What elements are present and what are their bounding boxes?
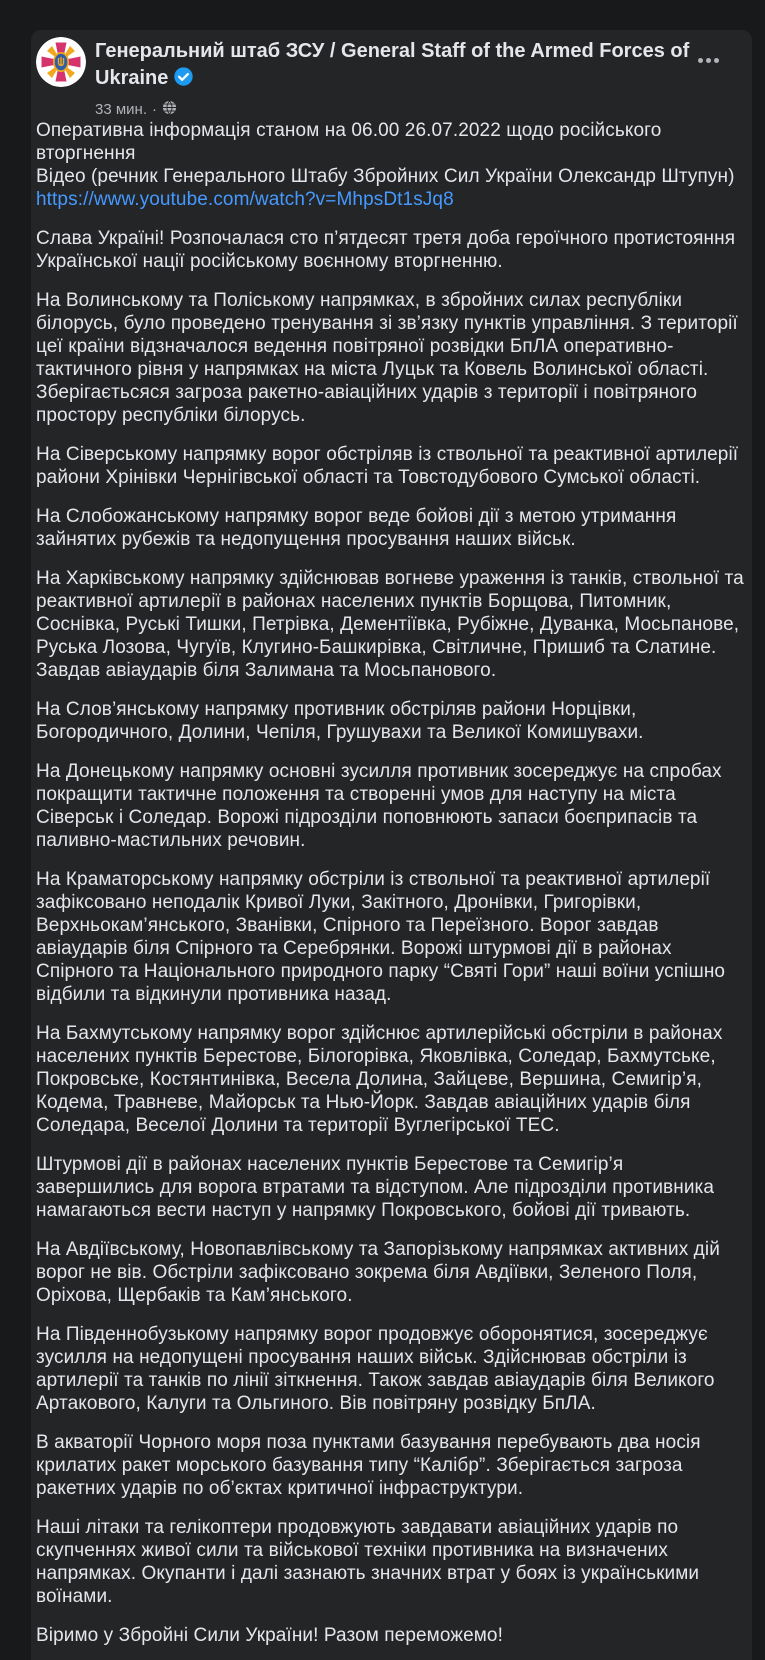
intro-line-2: Відео (речник Генерального Штабу Збройних Сил України Олександр Штупун) — [36, 166, 735, 187]
post-paragraph: Наші літаки та гелікоптери продовжують завдавати авіаційних ударів по скупченнях живої сили та військової техніки противника на визначених напрямках. Окупанти і далі зазнають значних втрат у боях із українськими воїнами. — [36, 1517, 700, 1607]
post-paragraph: На Волинському та Поліському напрямках, в збройних силах республіки білорусь, було проведено тренування зі зв’язку пунктів управління. З території цеї країни відзначалося ведення повітряної розвідки БпЛА оперативно-тактичного рівня у напрямках на міста Луцьк та Ковель Волинської області. Зберігаєтьсяся загроза ракетно-авіаційних ударів з території і повітряного простору республіки білорусь. — [36, 290, 738, 426]
post-intro-paragraph — [36, 119, 745, 211]
post-paragraph: Штурмові дії в районах населених пунктів Берестове та Семигір’я завершились для ворога втратами та відступом. Але підрозділи противника намагаються вести наступ у напрямку Покровського, бойові дії тривають. — [36, 1154, 715, 1221]
timestamp: 33 мин. — [95, 100, 147, 118]
youtube-link[interactable]: https://www.youtube.com/watch?v=MhpsDt1sJq8 — [36, 189, 454, 210]
post-paragraph: На Авдіївському, Новопавлівському та Запорізькому напрямках активних дій ворог не вів. Обстріли зафіксовано зокрема біля Авдіївки, Зеленого Поля, Оріхова, Щербаків та Кам’янського. — [36, 1239, 720, 1306]
avatar[interactable] — [36, 37, 86, 87]
globe-icon — [162, 100, 177, 119]
post-paragraph: На Слов’янському напрямку противник обстріляв райони Норцівки, Богородичного, Долини, Чепіля, Грушувахи та Великої Комишувахи. — [36, 699, 644, 743]
meta-separator: · — [152, 100, 157, 118]
post-paragraph: Слава Україні! Розпочалася сто п’ятдесят третя доба героїчного протистояння Української нації російському воєнному вторгненню. — [36, 228, 736, 272]
post-paragraph: На Південнобузькому напрямку ворог продовжує оборонятися, зосереджує зусилля на недопущені просування наших військ. Здійснював обстріли із артилерії та танків по лінії зіткнення. Також завдав авіаударів біля Великого Артакового, Калуги та Ольгиного. Вів повітряну розвідку БпЛА. — [36, 1324, 715, 1414]
post-paragraph: На Харківському напрямку здійснював вогневе ураження із танків, ствольної та реактивної артилерії в районах населених пунктів Борщова, Питомник, Соснівка, Руські Тишки, Петрівка, Дементіївка, Рубіжне, Дуванка, Мосьпанове, Руська Лозова, Чугуїв, Клугино-Башкирівка, Світличне, Пришиб та Слатине. Завдав авіаударів біля Залимана та Мосьпанового. — [36, 568, 744, 681]
intro-line-1: Оперативна інформація станом на 06.00 26.07.2022 щодо російського вторгнення — [36, 120, 662, 164]
ellipsis-icon — [698, 58, 703, 63]
post-paragraph: На Сіверському напрямку ворог обстріляв із ствольної та реактивної артилерії райони Хрінівки Чернігівської області та Товстодубового Сумської області. — [36, 444, 739, 488]
post-header — [31, 30, 752, 118]
post-paragraph: Віримо у Збройні Сили України! Разом переможемо! — [36, 1625, 503, 1646]
post-paragraph: На Донецькому напрямку основні зусилля противник зосереджує на спробах покращити тактичне положення та створенні умов для наступу на міста Сіверськ і Соледар. Ворожі підрозділи поповнюють запаси боєприпасів та паливно-мастильних речовин. — [36, 761, 722, 851]
post-paragraph: На Краматорському напрямку обстріли із ствольної та реактивної артилерії зафіксовано неподалік Кривої Луки, Закітного, Дронівки, Григорівки, Верхньокам’янського, Званівки, Спірного та Переїзного. Ворог завдав авіаударів біля Спірного та Серебрянки. Ворожі штурмові дії в районах Спірного та Національного природного парку “Святі Гори” наші воїни успішно відбили та відкинули противника назад. — [36, 869, 726, 1005]
post-meta[interactable] — [95, 100, 693, 119]
page-name-link[interactable] — [95, 38, 693, 95]
post-content — [31, 112, 752, 1647]
general-staff-emblem-icon — [36, 74, 86, 87]
header-info — [95, 37, 693, 119]
verified-badge-icon — [173, 66, 194, 95]
post-paragraph: На Бахмутському напрямку ворог здійснює артилерійські обстріли в районах населених пунктів Берестове, Білогорівка, Яковлівка, Соледар, Бахмутське, Покровське, Костянтинівка, Весела Долина, Зайцеве, Вершина, Семигір’я, Кодема, Травневе, Майорськ та Нью-Йорк. Завдав авіаційних ударів біля Соледара, Веселої Долини та території Вуглегірської ТЕС. — [36, 1023, 723, 1136]
post-paragraph: В акваторії Чорного моря поза пунктами базування перебувають два носія крилатих ракет морського базування типу “Калібр”. Зберігається загроза ракетних ударів по об’єктах критичної інфраструктури. — [36, 1432, 701, 1499]
page-name-text: Генеральний штаб ЗСУ / General Staff of the Armed Forces of Ukraine — [95, 40, 690, 89]
post-card — [31, 30, 752, 1660]
post-menu-button[interactable] — [690, 42, 726, 78]
post-paragraph: На Слобожанському напрямку ворог веде бойові дії з метою утримання зайнятих рубежів та недопущення просування наших військ. — [36, 506, 677, 550]
